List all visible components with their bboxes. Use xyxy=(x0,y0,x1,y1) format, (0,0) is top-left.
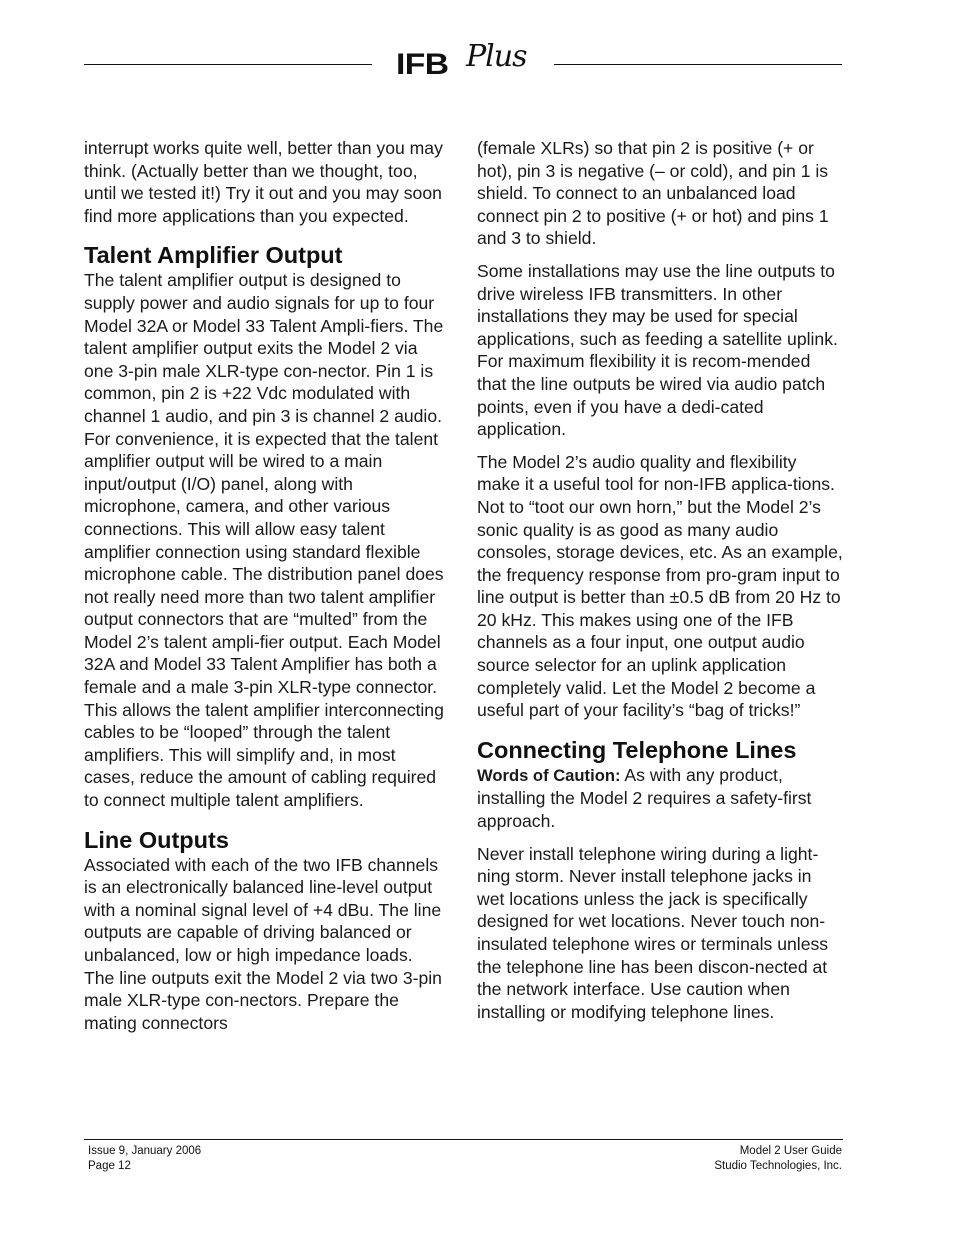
installations-paragraph: Some installations may use the line outputs to drive wireless IFB transmitters. In other installations they may be used for special applications, such as feeding a satellite uplink. For maximum flexibility it is recom-mended that the line outputs be wired via audio patch points, even if you have a dedi-cated application. xyxy=(477,260,838,440)
intro-paragraph: interrupt works quite well, better than you may think. (Actually better than we thought, too, until we tested it!) Try it out and you may soon find more applications than you expected. xyxy=(84,138,443,226)
header-rule-left xyxy=(84,64,372,65)
logo-ifb-text: IFB xyxy=(396,48,449,81)
right-column xyxy=(477,137,843,1033)
line-outputs-heading: Line Outputs xyxy=(84,826,229,853)
talent-amplifier-paragraph: The talent amplifier output is designed to supply power and audio signals for up to four Model 32A or Model 33 Talent Ampli-fiers. The talent amplifier output exits the Model 2 via one 3-pin male XLR-type con-nector. Pin 1 is common, pin 2 is +22 Vdc modulated with channel 1 audio, and pin 3 is channel 2 audio. For convenience, it is expected that the talent amplifier output will be wired to a main input/output (I/O) panel, along with microphone, camera, and other various connections. This will allow easy talent amplifier connection using standard flexible microphone cable. The distribution panel does not really need more than two talent amplifier output connectors that are “multed” from the Model 2’s talent ampli-fier output. Each Model 32A and Model 33 Talent Amplifier has both a female and a male 3-pin XLR-type connector. This allows the talent amplifier interconnecting cables to be “looped” through the talent amplifiers. This will simplify and, in most cases, reduce the amount of cabling required to connect multiple talent amplifiers. xyxy=(84,270,444,811)
line-outputs-paragraph: Associated with each of the two IFB channels is an electronically balanced line-level output with a nominal signal level of +4 dBu. The line outputs are capable of driving balanced or unbalanced, low or high impedance loads. The line outputs exit the Model 2 via two 3-pin male XLR-type con-nectors. Prepare the mating connectors xyxy=(84,854,442,1033)
footer-company: Studio Technologies, Inc. xyxy=(714,1160,842,1172)
left-column xyxy=(84,137,446,1044)
caution-label: Words of Caution: xyxy=(477,765,621,785)
telephone-safety-paragraph: Never install telephone wiring during a light-ning storm. Never install telephone jacks in wet locations unless the jack is specifically designed for wet locations. Never touch non-insulated telephone wires or terminals unless the telephone line has been discon-nected at the network interface. Use caution when installing or modifying telephone lines. xyxy=(477,843,829,1022)
ifb-plus-logo xyxy=(396,39,536,86)
xlr-wiring-paragraph: (female XLRs) so that pin 2 is positive (+ or hot), pin 3 is negative (– or cold), and pin 1 is shield. To connect to an unbalanced load connect pin 2 to positive (+ or hot) and pins 1 and 3 to shield. xyxy=(477,138,829,249)
footer-guide-title: Model 2 User Guide xyxy=(739,1145,842,1157)
telephone-lines-heading: Connecting Telephone Lines xyxy=(477,736,797,763)
footer-right xyxy=(714,1144,842,1174)
footer-page-number: Page 12 xyxy=(88,1160,131,1172)
footer-left xyxy=(88,1144,201,1174)
caution-text: As with any product, installing the Model 2 requires a safety-first approach. xyxy=(477,764,812,832)
header-rule-right xyxy=(554,64,842,65)
audio-quality-paragraph: The Model 2’s audio quality and flexibility make it a useful tool for non-IFB applica-tions. Not to “toot our own horn,” but the Model 2’s sonic quality is as good as many audio consoles, storage devices, etc. As an example, the frequency response from pro-gram input to line output is better than ±0.5 dB from 20 Hz to 20 kHz. This makes using one of the IFB channels as a four input, one output audio source selector for an uplink application completely valid. Let the Model 2 become a useful part of your facility’s “bag of tricks!” xyxy=(477,451,843,721)
footer-rule xyxy=(84,1139,843,1140)
footer-issue: Issue 9, January 2006 xyxy=(88,1145,202,1157)
caution-paragraph xyxy=(477,764,843,833)
logo-plus-script: Plus xyxy=(466,39,527,74)
talent-amplifier-heading: Talent Amplifier Output xyxy=(84,242,343,269)
